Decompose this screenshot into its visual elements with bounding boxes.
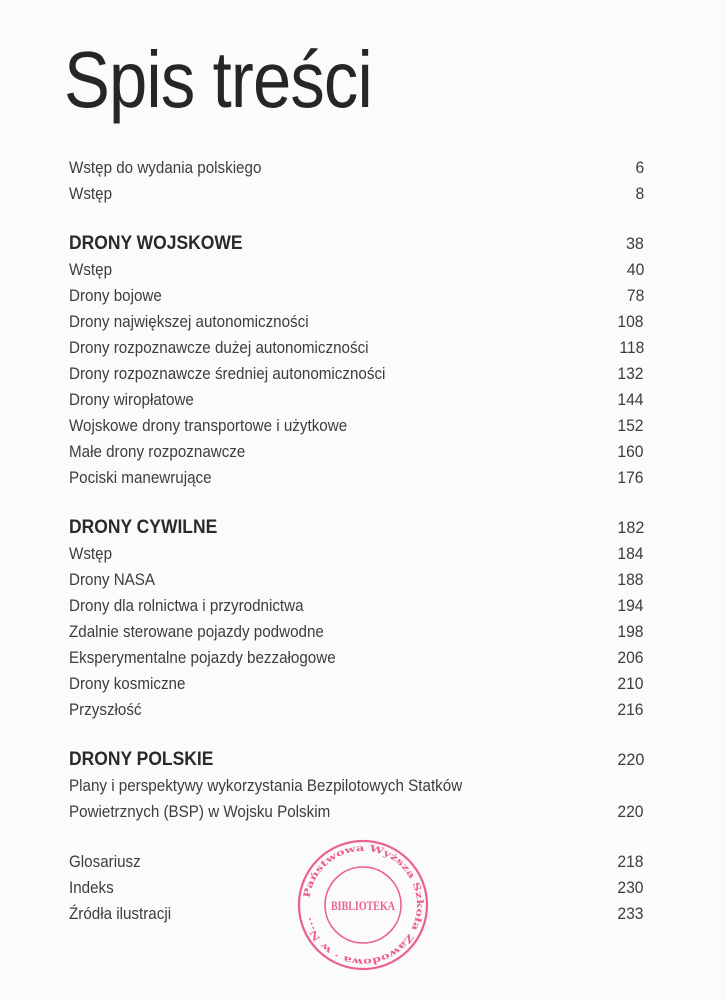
- toc-entry-label: Zdalnie sterowane pojazdy podwodne: [69, 623, 324, 641]
- toc-entry-page: 198: [617, 623, 644, 641]
- section-heading-label: DRONY CYWILNE: [69, 517, 218, 538]
- toc-entry-page: 6: [635, 159, 644, 177]
- toc-entry[interactable]: [69, 413, 644, 439]
- library-stamp: [296, 838, 430, 972]
- stamp-center-text: BIBLIOTEKA: [331, 898, 396, 913]
- toc-entry-label: Drony NASA: [69, 571, 156, 589]
- toc-entry-label: Wstęp: [69, 185, 113, 203]
- toc-entry[interactable]: [69, 773, 644, 799]
- toc-entry[interactable]: [69, 181, 644, 207]
- toc-entry-page: 218: [617, 853, 644, 871]
- toc-entry[interactable]: [69, 361, 644, 387]
- toc-entry[interactable]: [69, 671, 644, 697]
- toc-entry-label: Wstęp: [69, 261, 113, 279]
- page-title: Spis treści: [64, 35, 372, 124]
- table-of-contents: [69, 155, 644, 927]
- toc-entry[interactable]: [69, 155, 644, 181]
- toc-entry-label: Indeks: [69, 879, 114, 897]
- toc-entry[interactable]: [69, 439, 644, 465]
- section-heading-label: DRONY WOJSKOWE: [69, 233, 243, 254]
- toc-entry-label: Powietrznych (BSP) w Wojsku Polskim: [69, 803, 331, 821]
- toc-entry-label: Plany i perspektywy wykorzystania Bezpilotowych Statków: [69, 777, 463, 795]
- toc-entry[interactable]: [69, 257, 644, 283]
- toc-entry-page: 194: [617, 597, 644, 615]
- toc-entry-label: Drony kosmiczne: [69, 675, 186, 693]
- toc-entry-page: 188: [617, 571, 644, 589]
- toc-entry-label: Drony bojowe: [69, 287, 162, 305]
- toc-entry-label: Drony największej autonomiczności: [69, 313, 309, 331]
- toc-entry-page: 230: [617, 879, 644, 897]
- toc-entry-page: 206: [617, 649, 644, 667]
- toc-entry-label: Drony rozpoznawcze średniej autonomiczności: [69, 365, 386, 383]
- section-heading-drony-polskie[interactable]: [69, 747, 644, 773]
- toc-entry-label: Drony dla rolnictwa i przyrodnictwa: [69, 597, 304, 615]
- toc-entry-page: 160: [617, 443, 644, 461]
- toc-entry-label: Wojskowe drony transportowe i użytkowe: [69, 417, 348, 435]
- stamp-ring-textpath: Państwowa Wyższa Szkoła Zawodowa · w N...: [302, 843, 425, 967]
- toc-entry-label: Drony rozpoznawcze dużej autonomiczności: [69, 339, 369, 357]
- toc-entry-page: 78: [626, 287, 644, 305]
- toc-entry-label: Przyszłość: [69, 701, 142, 719]
- toc-entry-page: 40: [626, 261, 644, 279]
- toc-entry-label: Pociski manewrujące: [69, 469, 212, 487]
- toc-entry-page: 220: [617, 803, 644, 821]
- toc-entry-page: 176: [617, 469, 644, 487]
- toc-entry-page: 108: [617, 313, 644, 331]
- section-heading-page: 182: [617, 518, 644, 537]
- section-heading-page: 38: [626, 234, 644, 253]
- toc-entry[interactable]: [69, 567, 644, 593]
- toc-entry[interactable]: [69, 799, 644, 825]
- toc-entry[interactable]: [69, 645, 644, 671]
- toc-entry-page: 216: [617, 701, 644, 719]
- toc-entry-label: Źródła ilustracji: [69, 905, 172, 923]
- toc-entry[interactable]: [69, 619, 644, 645]
- section-heading-drony-wojskowe[interactable]: [69, 231, 644, 257]
- toc-entry-label: Drony wiropłatowe: [69, 391, 194, 409]
- toc-entry-label: Eksperymentalne pojazdy bezzałogowe: [69, 649, 336, 667]
- toc-entry-label: Wstęp: [69, 545, 113, 563]
- toc-entry[interactable]: [69, 309, 644, 335]
- toc-entry-page: 152: [617, 417, 644, 435]
- toc-entry-page: 184: [617, 545, 644, 563]
- toc-entry-page: 8: [635, 185, 644, 203]
- toc-entry[interactable]: [69, 335, 644, 361]
- toc-entry-page: 144: [617, 391, 644, 409]
- toc-entry[interactable]: [69, 697, 644, 723]
- toc-entry-label: Glosariusz: [69, 853, 141, 871]
- toc-entry-page: 132: [617, 365, 644, 383]
- toc-entry-label: Wstęp do wydania polskiego: [69, 159, 262, 177]
- toc-entry[interactable]: [69, 593, 644, 619]
- toc-entry-page: 118: [619, 339, 644, 357]
- section-heading-page: 220: [617, 750, 644, 769]
- toc-entry-page: 233: [617, 905, 644, 923]
- toc-entry[interactable]: [69, 283, 644, 309]
- toc-entry[interactable]: [69, 387, 644, 413]
- toc-entry[interactable]: [69, 465, 644, 491]
- section-heading-drony-cywilne[interactable]: [69, 515, 644, 541]
- toc-entry-label: Małe drony rozpoznawcze: [69, 443, 246, 461]
- toc-entry[interactable]: [69, 541, 644, 567]
- toc-entry-page: 210: [617, 675, 644, 693]
- section-heading-label: DRONY POLSKIE: [69, 749, 214, 770]
